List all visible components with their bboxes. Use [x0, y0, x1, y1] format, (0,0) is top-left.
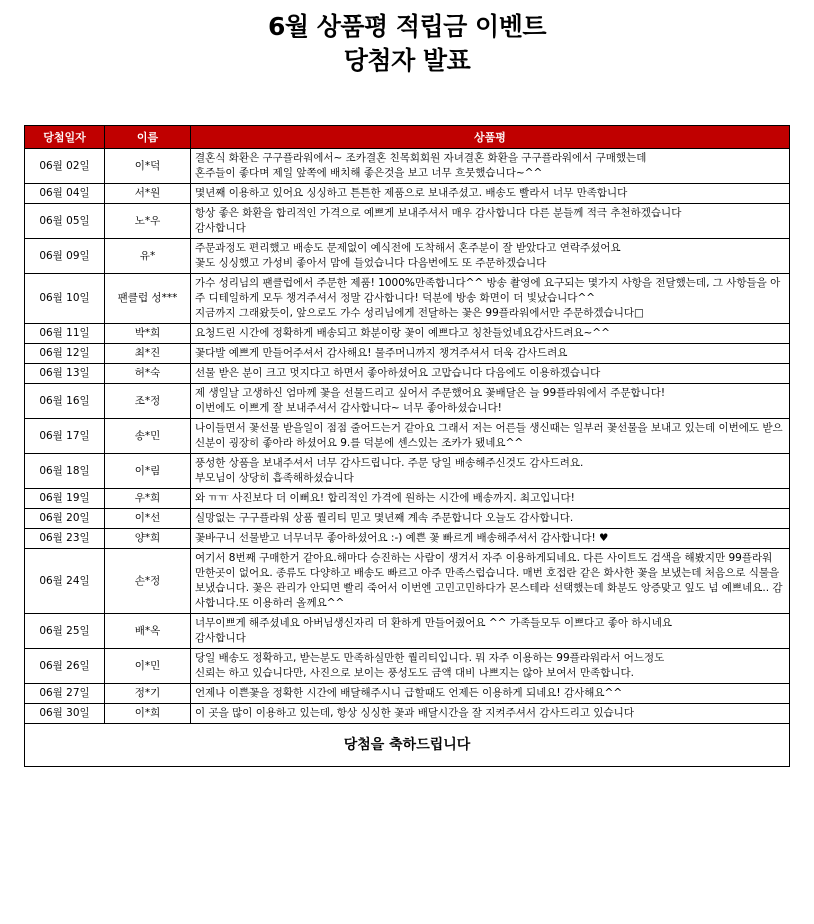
winner-review: 선물 받은 분이 크고 멋지다고 하면서 좋아하셨어요 고맙습니다 다음에도 이용하겠습니다: [191, 364, 790, 384]
winner-name: 허*숙: [105, 364, 191, 384]
winner-review: 너무이쁘게 해주셨네요 아버님생신자리 더 환하게 만들어줬어요 ^^ 가족들모두 이쁘다고 좋아 하시네요 감사합니다: [191, 614, 790, 649]
winner-review: 주문과정도 편리했고 배송도 문제없이 예식전에 도착해서 혼주분이 잘 받았다고 연락주셨어요 꽃도 싱싱했고 가성비 좋아서 맘에 들었습니다 다음번에도 또 주문하겠습니다: [191, 239, 790, 274]
winner-date: 06월 02일: [25, 149, 105, 184]
header-name: 이름: [105, 126, 191, 149]
title-line-1: 6월 상품평 적립금 이벤트: [267, 12, 546, 41]
winner-date: 06월 26일: [25, 649, 105, 684]
winner-name: 정*기: [105, 684, 191, 704]
winner-name: 서*원: [105, 184, 191, 204]
winner-review: 제 생일날 고생하신 엄마께 꽃을 선물드리고 싶어서 주문했어요 꽃배달은 늘 99플라워에서 주문합니다! 이번에도 이쁘게 잘 보내주셔서 감사합니다~ 너무 좋아하셨습니다!: [191, 384, 790, 419]
table-row: [25, 239, 790, 274]
table-row: [25, 364, 790, 384]
winner-name: 송*민: [105, 419, 191, 454]
table-header-row: [25, 126, 790, 149]
winner-review: 언제나 이쁜꽃을 정확한 시간에 배달해주시니 급할때도 언제든 이용하게 되네요! 감사해요^^: [191, 684, 790, 704]
winner-name: 손*정: [105, 549, 191, 614]
table-row: [25, 529, 790, 549]
winner-date: 06월 13일: [25, 364, 105, 384]
footer-row: [25, 724, 790, 767]
winner-date: 06월 23일: [25, 529, 105, 549]
page-title: [0, 10, 814, 78]
winner-name: 이*림: [105, 454, 191, 489]
winner-date: 06월 17일: [25, 419, 105, 454]
table-row: [25, 324, 790, 344]
winner-date: 06월 25일: [25, 614, 105, 649]
winner-review: 이 곳을 많이 이용하고 있는데, 항상 싱싱한 꽃과 배달시간을 잘 지켜주셔서 감사드리고 있습니다: [191, 704, 790, 724]
winner-review: 나이들면서 꽃선물 받을일이 점점 줄어드는거 같아요 그래서 저는 어른들 생신때는 일부러 꽃선물을 보내고 있는데 이번에도 받으신분이 굉장히 좋아라 하셨어요 9.를 덕분에 센스있는 조카가 됐네요^^: [191, 419, 790, 454]
table-row: [25, 204, 790, 239]
winner-review: 여기서 8번째 구매한거 같아요.해마다 승진하는 사람이 생겨서 자주 이용하게되네요. 다른 사이트도 검색을 해봤지만 99플라워 만한곳이 없어요. 종류도 다양하고 배송도 빠르고 아주 만족스럽습니다. 매번 호접란 같은 화사한 꽃을 보냈는데 처음으로 식물을 보냈습니다. 꽃은 관리가 안되면 빨리 죽어서 이번엔 고민고민하다가 몬스테라 선택했는데 화분도 앙증맞고 잎도 넘 예쁘네요.. 감사합니다.또 이용하러 올께요^^: [191, 549, 790, 614]
winners-table: [24, 125, 790, 767]
winner-review: 가수 성리님의 팬클럽에서 주문한 제품! 1000%만족합니다^^ 방송 촬영에 요구되는 몇가지 사항을 전달했는데, 그 사항들을 아주 디테일하게 모두 챙겨주셔서 정말 감사합니다! 덕분에 방송 화면이 더 빛났습니다^^ 지금까지 그래왔듯이, 앞으로도 가수 성리님에게 전달하는 꽃은 99플라워에서만 주문하겠습니다□: [191, 274, 790, 324]
winner-name: 이*희: [105, 704, 191, 724]
winner-date: 06월 11일: [25, 324, 105, 344]
table-row: [25, 509, 790, 529]
congratulations-text: 당첨을 축하드립니다: [25, 724, 790, 767]
table-row: [25, 704, 790, 724]
winner-name: 팬클럽 성***: [105, 274, 191, 324]
winner-name: 조*정: [105, 384, 191, 419]
winner-name: 이*덕: [105, 149, 191, 184]
winner-review: 실망없는 구구플라워 상품 퀄리티 믿고 몇년째 계속 주문합니다 오늘도 감사합니다.: [191, 509, 790, 529]
table-row: [25, 614, 790, 649]
winner-name: 우*희: [105, 489, 191, 509]
winner-date: 06월 05일: [25, 204, 105, 239]
winner-date: 06월 09일: [25, 239, 105, 274]
table-row: [25, 549, 790, 614]
table-row: [25, 344, 790, 364]
header-date: 당첨일자: [25, 126, 105, 149]
winner-review: 항상 좋은 화환을 합리적인 가격으로 예쁘게 보내주셔서 매우 감사합니다 다른 분들께 적극 추천하겠습니다 감사합니다: [191, 204, 790, 239]
winner-review: 꽃다발 예쁘게 만들어주셔서 감사해요! 물주머니까지 챙겨주셔서 더욱 감사드려요: [191, 344, 790, 364]
winner-date: 06월 10일: [25, 274, 105, 324]
winner-name: 이*선: [105, 509, 191, 529]
winner-date: 06월 20일: [25, 509, 105, 529]
winner-date: 06월 19일: [25, 489, 105, 509]
winner-name: 유*: [105, 239, 191, 274]
table-row: [25, 384, 790, 419]
table-row: [25, 274, 790, 324]
table-body: [25, 149, 790, 724]
winner-date: 06월 27일: [25, 684, 105, 704]
table-row: [25, 489, 790, 509]
winner-name: 배*옥: [105, 614, 191, 649]
winner-name: 이*민: [105, 649, 191, 684]
winner-date: 06월 04일: [25, 184, 105, 204]
table-row: [25, 454, 790, 489]
winner-name: 노*우: [105, 204, 191, 239]
winner-name: 박*희: [105, 324, 191, 344]
winner-date: 06월 18일: [25, 454, 105, 489]
title-line-2: 당첨자 발표: [343, 46, 471, 75]
winner-review: 당일 배송도 정확하고, 받는분도 만족하실만한 퀄리티입니다. 뭐 자주 이용하는 99플라워라서 어느정도 신뢰는 하고 있습니다만, 사진으로 보이는 풍성도도 금액 대비 나쁘지는 않아 보여서 만족합니다.: [191, 649, 790, 684]
winner-date: 06월 30일: [25, 704, 105, 724]
table-row: [25, 419, 790, 454]
winner-name: 최*진: [105, 344, 191, 364]
winner-review: 결혼식 화환은 구구플라워에서~ 조카결혼 친목회회원 자녀결혼 화환을 구구플라워에서 구매했는데 혼주들이 좋다며 제일 앞쪽에 배치해 좋은것을 보고 너무 흐뭇했습니다~^^: [191, 149, 790, 184]
winner-date: 06월 12일: [25, 344, 105, 364]
winner-review: 몇년째 이용하고 있어요 싱싱하고 튼튼한 제품으로 보내주셨고. 배송도 빨라서 너무 만족합니다: [191, 184, 790, 204]
table-row: [25, 684, 790, 704]
table-row: [25, 649, 790, 684]
winner-review: 풍성한 상품을 보내주셔서 너무 감사드립니다. 주문 당일 배송해주신것도 감사드려요. 부모님이 상당히 흡족해하셨습니다: [191, 454, 790, 489]
winner-name: 양*희: [105, 529, 191, 549]
winner-review: 꽃바구니 선물받고 너무너무 좋아하셨어요 :-) 예쁜 꽃 빠르게 배송해주셔서 감사합니다! ♥: [191, 529, 790, 549]
table-row: [25, 149, 790, 184]
header-review: 상품평: [191, 126, 790, 149]
winner-date: 06월 16일: [25, 384, 105, 419]
winner-date: 06월 24일: [25, 549, 105, 614]
table-row: [25, 184, 790, 204]
winner-review: 와 ㅠㅠ 사진보다 더 이뻐요! 합리적인 가격에 원하는 시간에 배송까지. 최고입니다!: [191, 489, 790, 509]
winner-review: 요청드린 시간에 정확하게 배송되고 화분이랑 꽃이 예쁘다고 칭찬들었네요감사드려요~^^: [191, 324, 790, 344]
